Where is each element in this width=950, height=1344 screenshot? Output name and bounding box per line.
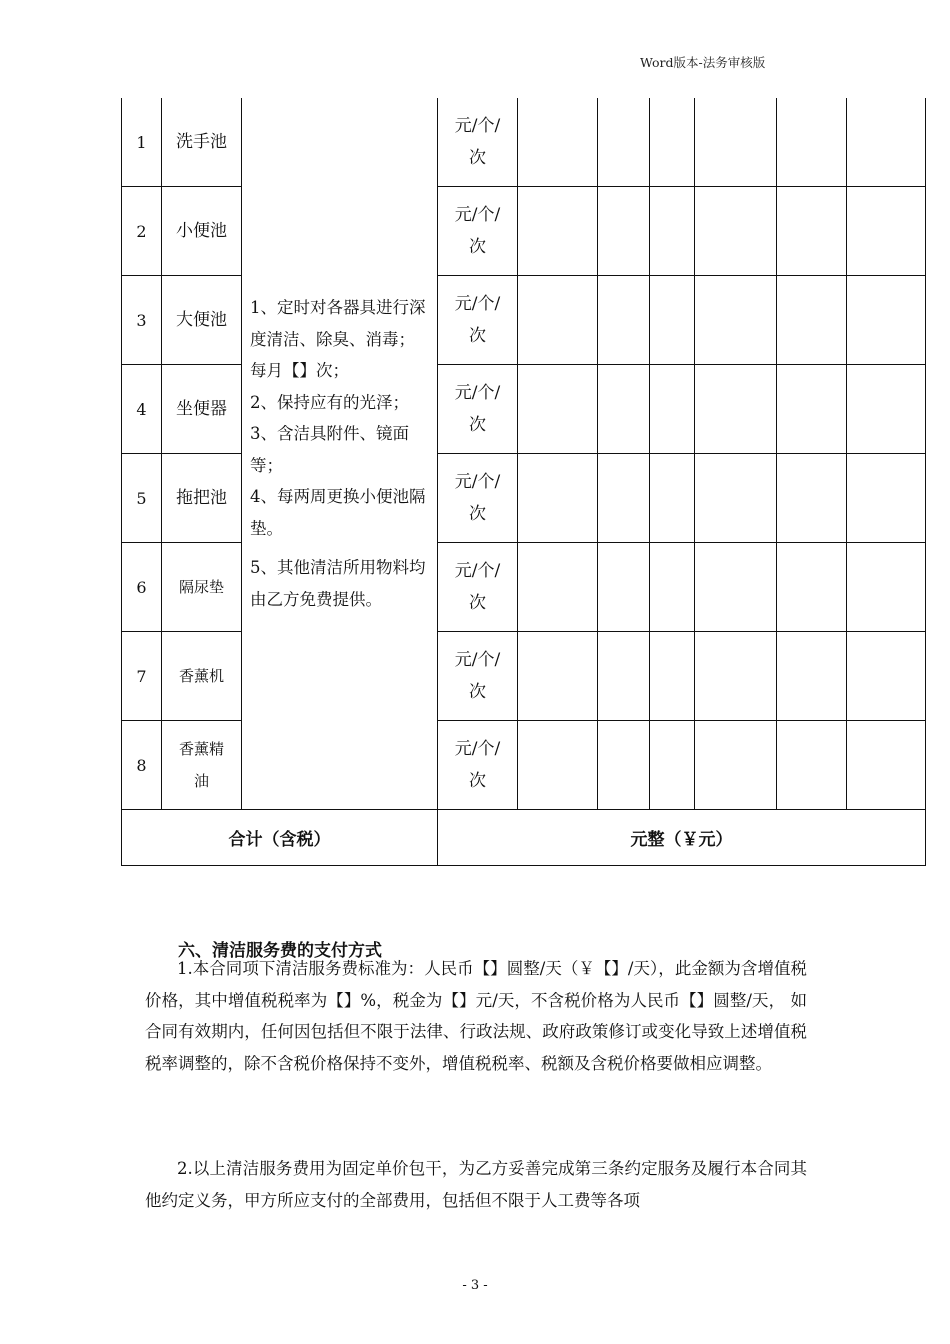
empty-cell <box>650 454 695 543</box>
item-name: 香薰机 <box>162 632 242 721</box>
empty-cell <box>650 721 695 810</box>
unit-cell: 元/个/次 <box>438 187 518 276</box>
empty-cell <box>518 276 598 365</box>
unit-cell: 元/个/次 <box>438 98 518 187</box>
description-line: 1、定时对各器具进行深度清洁、除臭、消毒；每月【】次； <box>250 298 426 380</box>
empty-cell <box>518 543 598 632</box>
empty-cell <box>598 632 650 721</box>
description-line: 4、每两周更换小便池隔垫。 <box>250 487 426 538</box>
row-number: 3 <box>122 276 162 365</box>
empty-cell <box>777 276 847 365</box>
table-row <box>122 98 926 187</box>
paragraph-1: 1.本合同项下清洁服务费标准为：人民币【】圆整/天（￥【】/天），此金额为含增值税价格，其中增值税税率为【】%，税金为【】元/天，不含税价格为人民币【】圆整/天， 如合同有效期内，任何因包括但不限于法律、行政法规、政府政策修订或变化导致上述增值税税率调整的，除不含税价格保持不变外，增值税税率、税额及含税价格要做相应调整。 <box>145 959 807 1073</box>
row-number: 7 <box>122 632 162 721</box>
total-label: 合计（含税） <box>122 810 438 866</box>
empty-cell <box>777 454 847 543</box>
empty-cell <box>598 543 650 632</box>
empty-cell <box>518 632 598 721</box>
description-line: 2、保持应有的光泽； <box>250 392 409 412</box>
item-name: 拖把池 <box>162 454 242 543</box>
page-number: - 3 - <box>462 1278 488 1293</box>
empty-cell <box>847 98 926 187</box>
unit-cell: 元/个/次 <box>438 454 518 543</box>
empty-cell <box>847 276 926 365</box>
empty-cell <box>847 187 926 276</box>
empty-cell <box>777 632 847 721</box>
row-number: 8 <box>122 721 162 810</box>
unit-cell: 元/个/次 <box>438 365 518 454</box>
empty-cell <box>598 98 650 187</box>
empty-cell <box>518 365 598 454</box>
empty-cell <box>518 454 598 543</box>
empty-cell <box>598 276 650 365</box>
empty-cell <box>695 98 777 187</box>
empty-cell <box>847 632 926 721</box>
total-value: 元整（￥元） <box>438 810 926 866</box>
empty-cell <box>777 365 847 454</box>
empty-cell <box>650 365 695 454</box>
unit-cell: 元/个/次 <box>438 721 518 810</box>
unit-cell: 元/个/次 <box>438 632 518 721</box>
section-title: 六、清洁服务费的支付方式 <box>178 941 382 961</box>
empty-cell <box>518 98 598 187</box>
item-name: 香薰精油 <box>162 721 242 810</box>
empty-cell <box>847 721 926 810</box>
empty-cell <box>598 454 650 543</box>
empty-cell <box>847 543 926 632</box>
empty-cell <box>695 187 777 276</box>
item-name: 大便池 <box>162 276 242 365</box>
empty-cell <box>650 276 695 365</box>
empty-cell <box>847 365 926 454</box>
empty-cell <box>598 721 650 810</box>
unit-cell: 元/个/次 <box>438 543 518 632</box>
row-number: 5 <box>122 454 162 543</box>
item-name: 洗手池 <box>162 98 242 187</box>
item-name: 坐便器 <box>162 365 242 454</box>
row-number: 1 <box>122 98 162 187</box>
empty-cell <box>777 98 847 187</box>
item-name: 小便池 <box>162 187 242 276</box>
unit-cell: 元/个/次 <box>438 276 518 365</box>
empty-cell <box>695 454 777 543</box>
service-description <box>242 98 438 810</box>
row-number: 6 <box>122 543 162 632</box>
description-line: 5、其他清洁所用物料均由乙方免费提供。 <box>250 558 426 609</box>
total-row <box>122 810 926 866</box>
empty-cell <box>695 721 777 810</box>
description-line: 3、含洁具附件、镜面等； <box>250 424 409 475</box>
row-number: 2 <box>122 187 162 276</box>
empty-cell <box>777 543 847 632</box>
cleaning-fee-table <box>121 98 926 866</box>
empty-cell <box>847 454 926 543</box>
empty-cell <box>777 721 847 810</box>
paragraph-2: 2.以上清洁服务费用为固定单价包干，为乙方妥善完成第三条约定服务及履行本合同其他约定义务，甲方所应支付的全部费用，包括但不限于人工费等各项 <box>145 1159 807 1210</box>
empty-cell <box>518 187 598 276</box>
empty-cell <box>695 543 777 632</box>
empty-cell <box>650 632 695 721</box>
empty-cell <box>695 632 777 721</box>
empty-cell <box>695 276 777 365</box>
empty-cell <box>695 365 777 454</box>
document-header-tag: Word版本-法务审核版 <box>640 55 766 70</box>
empty-cell <box>518 721 598 810</box>
empty-cell <box>650 543 695 632</box>
empty-cell <box>650 98 695 187</box>
empty-cell <box>777 187 847 276</box>
row-number: 4 <box>122 365 162 454</box>
empty-cell <box>598 365 650 454</box>
empty-cell <box>598 187 650 276</box>
item-name: 隔尿垫 <box>162 543 242 632</box>
empty-cell <box>650 187 695 276</box>
